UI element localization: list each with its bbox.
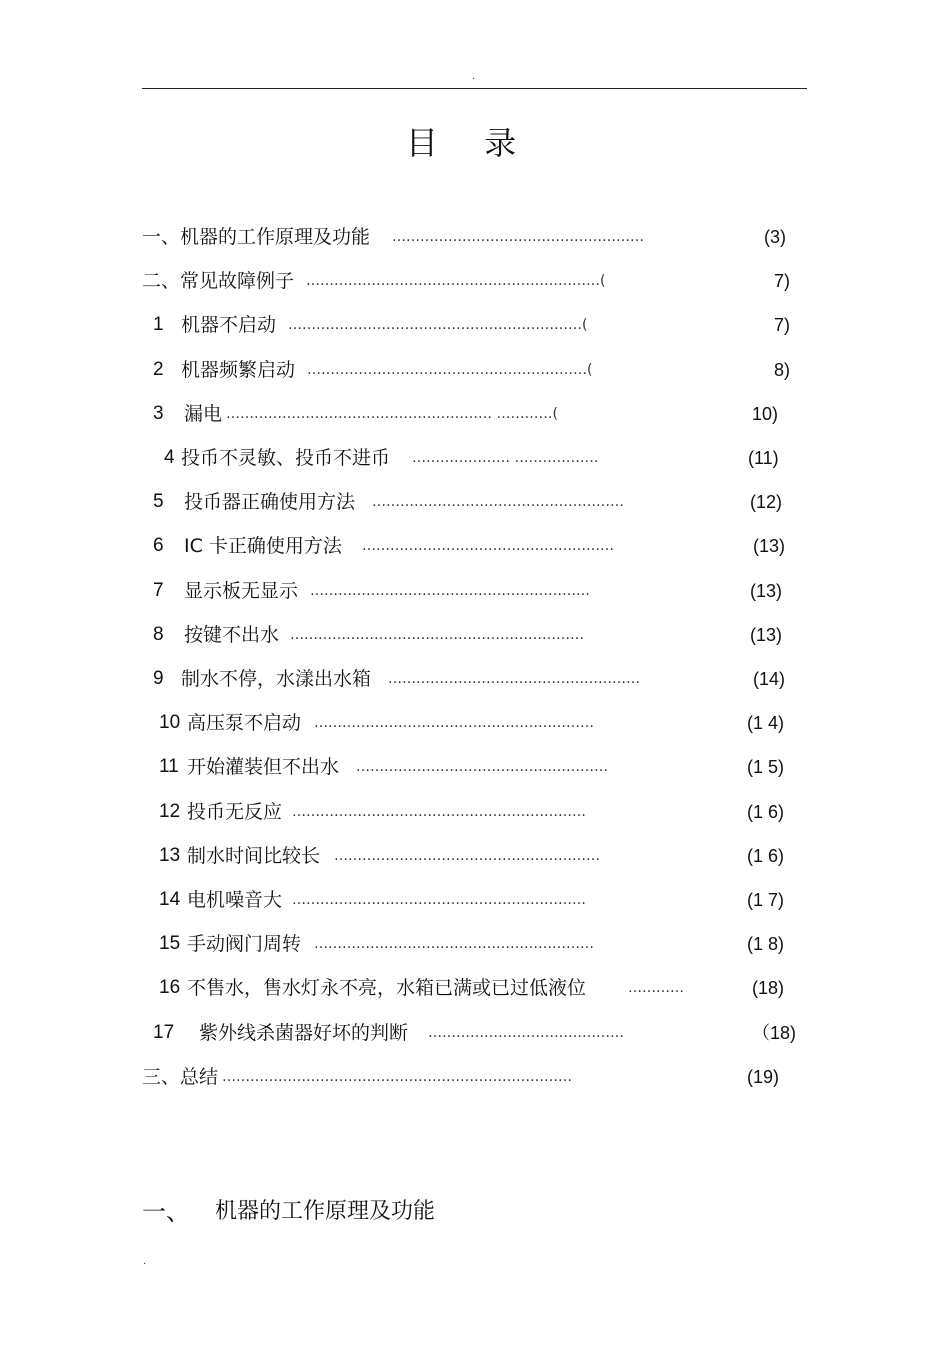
toc-entry[interactable] <box>0 797 950 827</box>
toc-entry-page: (11) <box>748 448 779 468</box>
toc-entry-page: 7) <box>774 271 791 292</box>
toc-entry-number: 5 <box>153 491 164 513</box>
toc-entry-leader: …………………………………………………… <box>314 715 594 732</box>
toc-entry-page: (1 8) <box>747 934 785 955</box>
toc-entry-page: (12) <box>750 492 783 513</box>
toc-entry-label: 不售水，售水灯永不亮，水箱已满或已过低液位 <box>187 977 587 1000</box>
toc-entry-page: (13) <box>753 536 786 557</box>
toc-entry-label: 二、常见故障例子 <box>142 270 295 293</box>
toc-entry-label: 电机噪音大 <box>187 889 283 911</box>
toc-entry[interactable] <box>0 1062 950 1092</box>
toc-entry-label: 投币不灵敏、投币不进币 <box>181 447 391 469</box>
toc-entry-page: (1 6) <box>747 845 785 866</box>
toc-entry[interactable] <box>0 266 950 296</box>
toc-entry-number: 16 <box>159 977 181 999</box>
toc-entry-leader: ………………… ……………… <box>412 450 599 466</box>
toc-entry-page: （18) <box>752 1022 797 1043</box>
toc-entry-label: 漏电 <box>184 402 223 425</box>
toc-entry-number: 2 <box>153 358 164 380</box>
toc-entry-number: 8 <box>153 623 164 645</box>
toc-entry-leader: ………………………………………………………( <box>288 317 588 334</box>
toc-entry[interactable] <box>0 929 950 959</box>
toc-entry[interactable] <box>0 576 950 606</box>
toc-entry-page: (18) <box>752 978 785 999</box>
toc-title: 目 录 <box>405 124 535 162</box>
toc-entry-leader: ……………………………………………… <box>356 759 608 776</box>
toc-entry-number: 3 <box>153 402 164 424</box>
toc-entry[interactable] <box>0 399 950 429</box>
toc-entry-leader: ……………………………………………………… <box>290 626 584 643</box>
toc-entry-label: 紫外线杀菌器好坏的判断 <box>199 1021 409 1044</box>
toc-entry-leader: …………………………………… <box>428 1024 624 1041</box>
toc-entry-label: 一、机器的工作原理及功能 <box>142 226 371 248</box>
toc-entry-number: 13 <box>159 844 181 866</box>
toc-entry[interactable] <box>0 752 950 782</box>
header-mark: . <box>472 71 476 82</box>
toc-entry-number: 6 <box>153 535 164 557</box>
toc-entry-page: 8) <box>774 359 791 380</box>
toc-entry-number: 9 <box>153 668 164 689</box>
toc-entry[interactable] <box>0 310 950 340</box>
section-title: 机器的工作原理及功能 <box>215 1199 436 1224</box>
toc-entry[interactable] <box>0 443 950 473</box>
toc-entry-leader: ………………………………………………… …………( <box>226 405 558 422</box>
toc-entry-page: (13) <box>750 624 783 645</box>
toc-entry-page: (1 5) <box>747 757 785 778</box>
toc-entry[interactable] <box>0 664 950 694</box>
toc-entry-number: 17 <box>153 1021 175 1043</box>
footer-mark: . <box>143 1256 147 1267</box>
toc-entry[interactable] <box>0 885 950 915</box>
toc-entry-page: 10) <box>752 403 779 424</box>
toc-entry-leader: ……………………………………………… <box>388 671 640 687</box>
toc-entry-number: 14 <box>159 889 181 910</box>
toc-entry-label: 高压泵不启动 <box>187 712 302 735</box>
toc-entry-leader: …………………………………………………… <box>314 936 594 953</box>
toc-entry-page: 7) <box>774 315 791 336</box>
toc-entry-number: 1 <box>153 314 164 336</box>
toc-entry-leader: ………………………………………………………………… <box>222 1068 572 1085</box>
toc-entry-label: 制水时间比较长 <box>187 844 321 867</box>
toc-entry-number: 10 <box>159 712 181 734</box>
toc-entry-number: 11 <box>159 756 179 778</box>
toc-entry[interactable] <box>0 973 950 1003</box>
toc-entry[interactable] <box>0 355 950 385</box>
toc-entry-leader: ……………………………………………………… <box>292 892 586 908</box>
toc-entry[interactable] <box>0 1018 950 1048</box>
toc-entry-page: (1 7) <box>747 890 785 910</box>
toc-entry-page: (3) <box>764 227 786 247</box>
toc-entry-leader: ……………………………………………… <box>372 494 624 511</box>
toc-entry-label: 三、总结 <box>142 1065 219 1088</box>
toc-entry[interactable] <box>0 487 950 517</box>
toc-entry-leader: ………………………………………………………( <box>306 273 606 290</box>
toc-entry-leader: ……………………………………………………… <box>292 803 586 820</box>
toc-entry-label: 开始灌装但不出水 <box>187 756 340 779</box>
toc-entry-page: (14) <box>753 669 786 689</box>
toc-entry-number: 7 <box>153 579 164 601</box>
toc-entry-label: 按键不出水 <box>184 623 280 646</box>
toc-entry-leader: ……………………………………………… <box>392 229 644 245</box>
toc-entry[interactable] <box>0 222 950 252</box>
toc-entry-page: (1 4) <box>747 713 785 734</box>
toc-entry-label: IC 卡正确使用方法 <box>184 535 342 558</box>
toc-entry-leader: ………………………………………………… <box>334 847 600 864</box>
header-rule <box>142 88 807 89</box>
toc-entry-number: 12 <box>159 800 181 822</box>
toc-entry[interactable] <box>0 531 950 561</box>
toc-entry-leader: …………………………………………………… <box>310 582 590 599</box>
toc-entry-leader: ……………………………………………… <box>362 538 614 555</box>
section-number: 一、 <box>142 1198 190 1226</box>
toc-entry-label: 显示板无显示 <box>184 579 299 602</box>
toc-entry-number: 15 <box>159 933 181 955</box>
toc-entry-page: (19) <box>747 1066 780 1087</box>
toc-entry-label: 投币无反应 <box>187 800 283 823</box>
toc-entry-label: 手动阀门周转 <box>187 933 302 956</box>
toc-entry-label: 投币器正确使用方法 <box>184 491 356 514</box>
toc-entry-page: (1 6) <box>747 801 785 822</box>
toc-entry[interactable] <box>0 620 950 650</box>
toc-entry-leader: ………… <box>628 980 684 997</box>
toc-entry[interactable] <box>0 841 950 871</box>
toc-entry-number: 4 <box>164 447 175 468</box>
toc-entry[interactable] <box>0 708 950 738</box>
toc-entry-label: 机器频繁启动 <box>181 358 296 381</box>
toc-entry-leader: ……………………………………………………( <box>307 361 593 378</box>
toc-entry-label: 机器不启动 <box>181 314 277 337</box>
toc-entry-label: 制水不停，水漾出水箱 <box>181 668 372 690</box>
toc-entry-page: (13) <box>750 580 783 601</box>
